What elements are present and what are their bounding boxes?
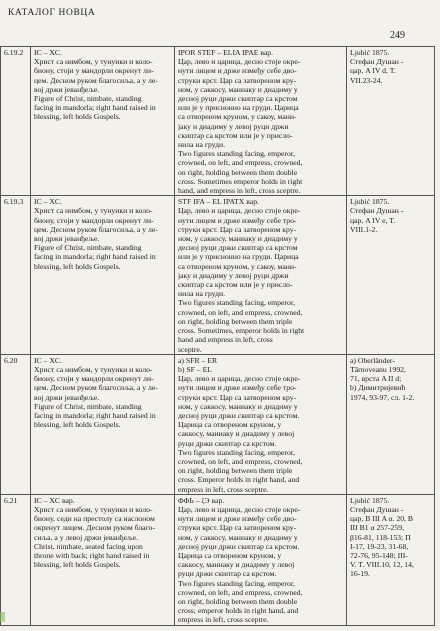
text-line: Цар, лево и царица, десно стоје окре-	[178, 206, 301, 216]
text-line: цар, A IV e, T.	[350, 215, 396, 225]
text-line: десној руци држи скиптар са крстом	[178, 243, 298, 253]
text-line: on right, holding between them triple	[178, 316, 293, 326]
text-line: b) SF – EL	[178, 364, 212, 374]
text-line: ном, у саккосу, маниаку и диадиму у	[178, 234, 298, 244]
text-line: I-17, 19-23, 31-68,	[350, 541, 409, 551]
text-line: нути лицем и држе између себе тро-	[178, 383, 297, 393]
text-line: Ljubić 1875.	[350, 48, 390, 57]
text-line: Цар, лево и царица, десно стоје окре-	[178, 504, 301, 514]
text-line: cross. Sometimes emperor holds in right	[178, 176, 303, 186]
reverse-description	[175, 494, 347, 625]
catalog-body	[1, 47, 435, 626]
obverse-description	[31, 47, 175, 196]
text-line: јаку и диадиму у левој руци држи	[178, 121, 289, 131]
text-line: са отвореном круном, у сакоу, мани-	[178, 261, 297, 271]
reverse-description	[175, 196, 347, 354]
text-line: цем. Десном руком благосиља, а у ле-	[34, 75, 158, 85]
text-line: вој држи јеванђеље.	[34, 392, 100, 402]
catalog-row	[1, 47, 435, 196]
page-header	[0, 0, 440, 46]
text-line: cross. Sometimes, emperor holds in right	[178, 326, 305, 336]
text-line: on right, holding between them double	[178, 596, 298, 606]
text-line: ном, у саккосу, маниаку и диадиму у	[178, 84, 298, 94]
text-line: нути лицем и држе између себе тро-	[178, 215, 297, 225]
text-line: Цар, лево и царица, десно стоје окре-	[178, 57, 301, 67]
text-line: hand, and empress in left, cross sceptre.	[178, 186, 301, 196]
text-line: crowned, on left, and empress, crowned,	[178, 158, 303, 168]
obverse-description	[31, 196, 175, 354]
text-line: sceptre.	[178, 344, 202, 354]
text-line: crowned, on left, and empress, crowned,	[178, 307, 303, 317]
obverse-description	[31, 494, 175, 625]
catalog-number: 6.19.2	[1, 47, 31, 196]
catalog-number: 6.20	[1, 354, 31, 494]
text-line: Стефан Душан -	[350, 206, 404, 216]
text-line: вој држи јеванђеље.	[34, 84, 100, 94]
text-line: нила на груди.	[178, 289, 226, 299]
text-line: Христ са нимбом, у тунуики и коло-	[34, 206, 153, 216]
page-number: 249	[390, 30, 405, 41]
running-title: КАТАЛОГ НОВЦА	[8, 8, 96, 18]
catalog-row	[1, 196, 435, 354]
text-line: Цар, лево и царица, десно стоје окре-	[178, 374, 301, 384]
text-line: Two figures standing facing, emperor,	[178, 578, 295, 588]
text-line: β16-81, 118-153; П	[350, 532, 411, 542]
text-line: ΦΦЬ – ζЭ вар.	[178, 495, 225, 505]
text-line: струки крст. Цар са затвореном кру-	[178, 75, 297, 85]
text-line: throne with back; right hand raised in	[34, 550, 150, 560]
catalog-number: 6.21	[1, 494, 31, 625]
text-line: сиља, а у левој држи јеванђеље.	[34, 532, 138, 542]
text-line: нути лицем и држе између себе дво-	[178, 514, 297, 524]
text-line: Figure of Christ, nimbate, standing	[34, 94, 142, 104]
text-line: струки крст. Цар са затвореном кру-	[178, 523, 297, 533]
text-line: crowned, on left, and empress, crowned,	[178, 587, 303, 597]
text-line: on right, holding between them triple	[178, 466, 293, 476]
obverse-description	[31, 354, 175, 494]
pencil-mark	[0, 612, 5, 622]
reference-cell	[347, 196, 435, 354]
text-line: или је у приснонно на груди. Царица	[178, 252, 299, 262]
text-line: Ljubić 1875.	[350, 197, 390, 207]
text-line: јаку и диадиму у левој руци држи	[178, 270, 289, 280]
text-line: са отвореном круном, у сакоу, мани-	[178, 112, 297, 122]
text-line: IC – XC вар.	[34, 495, 75, 505]
text-line: вој држи јеванђеље.	[34, 234, 100, 244]
text-line: биону, седи на престолу са наслоном	[34, 514, 155, 524]
text-line: facing in mandorla; right hand raised in	[34, 103, 156, 113]
text-line: IC – XC.	[34, 48, 62, 57]
text-line: Two figures standing facing, emperor,	[178, 447, 295, 457]
text-line: десној руци држи скиптар са крстом.	[178, 410, 300, 420]
text-line: десној руци држи скиптар са крстом.	[178, 541, 300, 551]
text-line: VIII.1-2.	[350, 224, 378, 234]
text-line: cross. Emperor holds in right hand, and	[178, 475, 300, 485]
text-line: blessing, left holds Gospels.	[34, 261, 121, 271]
text-line: Two figures standing facing, emperor,	[178, 298, 295, 308]
catalog-row	[1, 354, 435, 494]
text-line: цар, A IV d, T.	[350, 66, 396, 76]
reverse-description	[175, 354, 347, 494]
text-line: Христ са нимбом, у тунуики и коло-	[34, 504, 153, 514]
text-line: a) Oberländer-	[350, 355, 395, 365]
text-line: III B1 α 257-259,	[350, 523, 404, 533]
text-line: биону, стоји у мандорли окренут ли-	[34, 374, 154, 384]
text-line: Царица са отвореном круном, у	[178, 550, 282, 560]
text-line: Христ са нимбом, у тунуики и коло-	[34, 57, 153, 67]
text-line: Стефан Душан -	[350, 504, 404, 514]
text-line: IC – XC.	[34, 355, 62, 365]
text-line: Two figures standing facing, emperor,	[178, 149, 295, 159]
catalog-number: 6.19.3	[1, 196, 31, 354]
text-line: IPOR STEF – ELIA IPAE вар.	[178, 48, 274, 57]
text-line: цар, B III A α. 20, B	[350, 514, 414, 524]
text-line: десној руци држи скиптар са крстом	[178, 94, 298, 104]
text-line: hand and empress in left, cross	[178, 335, 273, 345]
text-line: ном, у саккосу, маниаку и диадиму у	[178, 532, 298, 542]
text-line: a) SFR – ER	[178, 355, 218, 365]
text-line: биону, стоји у мандорли окренут ли-	[34, 66, 154, 76]
text-line: blessing, left holds Gospels.	[34, 112, 121, 122]
text-line: empress in left, cross sceptre.	[178, 615, 269, 625]
text-line: Ljubić 1875.	[350, 495, 390, 505]
text-line: on right, holding between them double	[178, 167, 298, 177]
text-line: b) Димитријевић	[350, 383, 406, 393]
text-line: empress in left, cross sceptre.	[178, 484, 269, 494]
text-line: цем. Десном руком благосиља, а у ле-	[34, 383, 158, 393]
text-line: cross; emperor holds in right hand, and	[178, 606, 299, 616]
text-line: ном, у саккосу, маниаку и диадиму у	[178, 401, 298, 411]
reverse-description	[175, 47, 347, 196]
text-line: биону, стоји у мандорли окренут ли-	[34, 215, 154, 225]
reference-cell	[347, 354, 435, 494]
text-line: цем. Десном руком благосиља, а у ле-	[34, 224, 158, 234]
text-line: или је у приснонно на груди. Царица	[178, 103, 299, 113]
text-line: Târnoveanu 1992,	[350, 364, 406, 374]
text-line: V. T. VIII.10, 12, 14,	[350, 560, 414, 570]
text-line: саккосу, маниаку и диадиму у левој	[178, 429, 295, 439]
text-line: окренут лицем. Десном руком благо-	[34, 523, 155, 533]
text-line: blessing, left holds Gospels.	[34, 560, 121, 570]
text-line: Стефан Душан -	[350, 57, 404, 67]
text-line: crowned, on left, and empress, crowned,	[178, 456, 303, 466]
text-line: скиптар са крстом или је у присло-	[178, 130, 293, 140]
text-line: руци држи скиптар са крстом.	[178, 569, 277, 579]
text-line: 71, врста A II d;	[350, 374, 402, 384]
text-line: нила на груди.	[178, 140, 226, 150]
text-line: facing in mandorla; right hand raised in	[34, 410, 156, 420]
text-line: струки крст. Цар са затвореном кру-	[178, 392, 297, 402]
text-line: 72-76, 95-148; III-	[350, 550, 408, 560]
text-line: Царица са отвореном круном, у	[178, 420, 282, 430]
text-line: blessing, left holds Gospels.	[34, 420, 121, 430]
text-line: руци држи скиптар са крстом.	[178, 438, 277, 448]
text-line: Figure of Christ, nimbate, standing	[34, 243, 142, 253]
reference-cell	[347, 47, 435, 196]
text-line: нути лицем и држе између себе дво-	[178, 66, 297, 76]
text-line: IC – XC.	[34, 197, 62, 207]
text-line: 1974, 93-97, сл. 1-2.	[350, 392, 415, 402]
text-line: саккосу, маниаку и диадиму у левој	[178, 560, 295, 570]
text-line: Figure of Christ, nimbate, standing	[34, 401, 142, 411]
text-line: Christ, nimbate, seated facing upon	[34, 541, 143, 551]
reference-cell	[347, 494, 435, 625]
text-line: 16-19.	[350, 569, 370, 579]
text-line: facing in mandorla; right hand raised in	[34, 252, 156, 262]
catalog-row	[1, 494, 435, 625]
text-line: Христ са нимбом, у тунуики и коло-	[34, 364, 153, 374]
text-line: скиптар са крстом или је у присло-	[178, 280, 293, 290]
text-line: STF IFA – EL IPATX вар.	[178, 197, 259, 207]
text-line: струки крст. Цар са затвореном кру-	[178, 224, 297, 234]
text-line: VII.23-24.	[350, 75, 383, 85]
catalog-table	[0, 46, 435, 626]
